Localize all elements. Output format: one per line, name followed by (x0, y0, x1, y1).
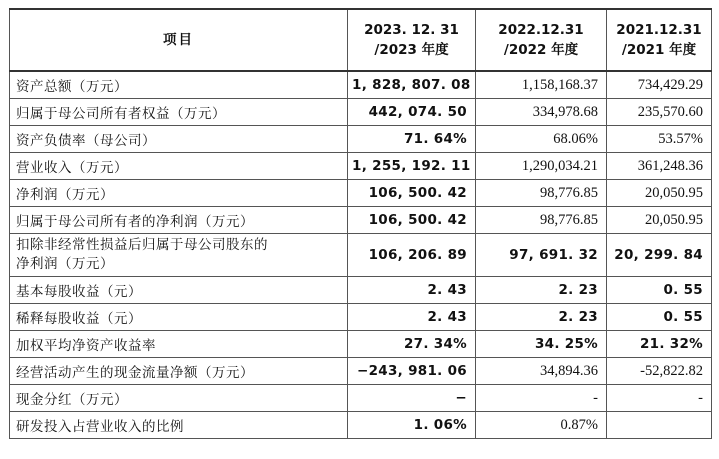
cell-2022: 68.06% (476, 126, 607, 153)
header-2021-date: 2021.12.31 (616, 22, 702, 38)
row-label: 归属于母公司所有者的净利润（万元） (10, 207, 348, 234)
cell-2021: 20,050.95 (607, 180, 712, 207)
cell-2022: 34,894.36 (476, 358, 607, 385)
row-label: 研发投入占营业收入的比例 (10, 412, 348, 439)
header-2023-date: 2023. 12. 31 (364, 22, 459, 38)
cell-2021: 20, 299. 84 (607, 234, 712, 277)
header-item: 项目 (10, 9, 348, 71)
cell-2022: 334,978.68 (476, 99, 607, 126)
financial-indicators-table (9, 8, 712, 439)
cell-2021: 361,248.36 (607, 153, 712, 180)
cell-2023: 1, 828, 807. 08 (348, 71, 476, 99)
row-label: 稀释每股收益（元） (10, 304, 348, 331)
header-2022-year: /2022 年度 (503, 42, 579, 58)
cell-2021: 734,429.29 (607, 71, 712, 99)
row-label: 经营活动产生的现金流量净额（万元） (10, 358, 348, 385)
row-label: 加权平均净资产收益率 (10, 331, 348, 358)
cell-2023: 1, 255, 192. 11 (348, 153, 476, 180)
header-2022 (476, 9, 607, 71)
table-row-basic-eps (10, 277, 712, 304)
cell-2021: 21. 32% (607, 331, 712, 358)
cell-2022: 98,776.85 (476, 180, 607, 207)
header-2022-date: 2022.12.31 (498, 22, 584, 38)
row-label: 资产负债率（母公司） (10, 126, 348, 153)
cell-2022: 1,290,034.21 (476, 153, 607, 180)
cell-2021: 235,570.60 (607, 99, 712, 126)
table-body (10, 71, 712, 439)
cell-2023: 106, 500. 42 (348, 207, 476, 234)
header-row (10, 9, 712, 71)
table-row-diluted-eps (10, 304, 712, 331)
row-label-line1: 扣除非经常性损益后归属于母公司股东的 (16, 237, 268, 253)
table-row-net-profit (10, 180, 712, 207)
cell-2022: 2. 23 (476, 304, 607, 331)
cell-2022: 0.87% (476, 412, 607, 439)
cell-2023: −243, 981. 06 (348, 358, 476, 385)
cell-2021: -52,822.82 (607, 358, 712, 385)
cell-2021: - (607, 385, 712, 412)
cell-2021: 53.57% (607, 126, 712, 153)
header-2021 (607, 9, 712, 71)
table-row-rd-ratio (10, 412, 712, 439)
financial-table-container (9, 8, 712, 439)
cell-2023: 442, 074. 50 (348, 99, 476, 126)
table-row-parent-net-profit (10, 207, 712, 234)
cell-2023: 71. 64% (348, 126, 476, 153)
table-row-revenue (10, 153, 712, 180)
table-row-operating-cash-flow (10, 358, 712, 385)
table-row-parent-equity (10, 99, 712, 126)
table-header (10, 9, 712, 71)
header-2023 (348, 9, 476, 71)
cell-2023: 2. 43 (348, 304, 476, 331)
cell-2023: 106, 500. 42 (348, 180, 476, 207)
row-label-line2: 净利润（万元） (16, 256, 114, 272)
cell-2022: 34. 25% (476, 331, 607, 358)
row-label: 资产总额（万元） (10, 71, 348, 99)
cell-2021 (607, 412, 712, 439)
cell-2023: 106, 206. 89 (348, 234, 476, 277)
header-2023-year: /2023 年度 (374, 42, 449, 58)
table-row-adjusted-net-profit (10, 234, 712, 277)
cell-2023: 2. 43 (348, 277, 476, 304)
cell-2023: − (348, 385, 476, 412)
cell-2022: 98,776.85 (476, 207, 607, 234)
row-label: 净利润（万元） (10, 180, 348, 207)
cell-2022: 97, 691. 32 (476, 234, 607, 277)
cell-2021: 0. 55 (607, 277, 712, 304)
table-row-roe (10, 331, 712, 358)
row-label (10, 234, 348, 277)
row-label: 归属于母公司所有者权益（万元） (10, 99, 348, 126)
row-label: 营业收入（万元） (10, 153, 348, 180)
header-2021-year: /2021 年度 (621, 42, 697, 58)
cell-2021: 0. 55 (607, 304, 712, 331)
row-label: 现金分红（万元） (10, 385, 348, 412)
table-row-cash-dividend (10, 385, 712, 412)
cell-2022: 1,158,168.37 (476, 71, 607, 99)
cell-2023: 1. 06% (348, 412, 476, 439)
table-row-debt-ratio (10, 126, 712, 153)
cell-2022: - (476, 385, 607, 412)
row-label: 基本每股收益（元） (10, 277, 348, 304)
cell-2023: 27. 34% (348, 331, 476, 358)
cell-2022: 2. 23 (476, 277, 607, 304)
cell-2021: 20,050.95 (607, 207, 712, 234)
table-row-total-assets (10, 71, 712, 99)
